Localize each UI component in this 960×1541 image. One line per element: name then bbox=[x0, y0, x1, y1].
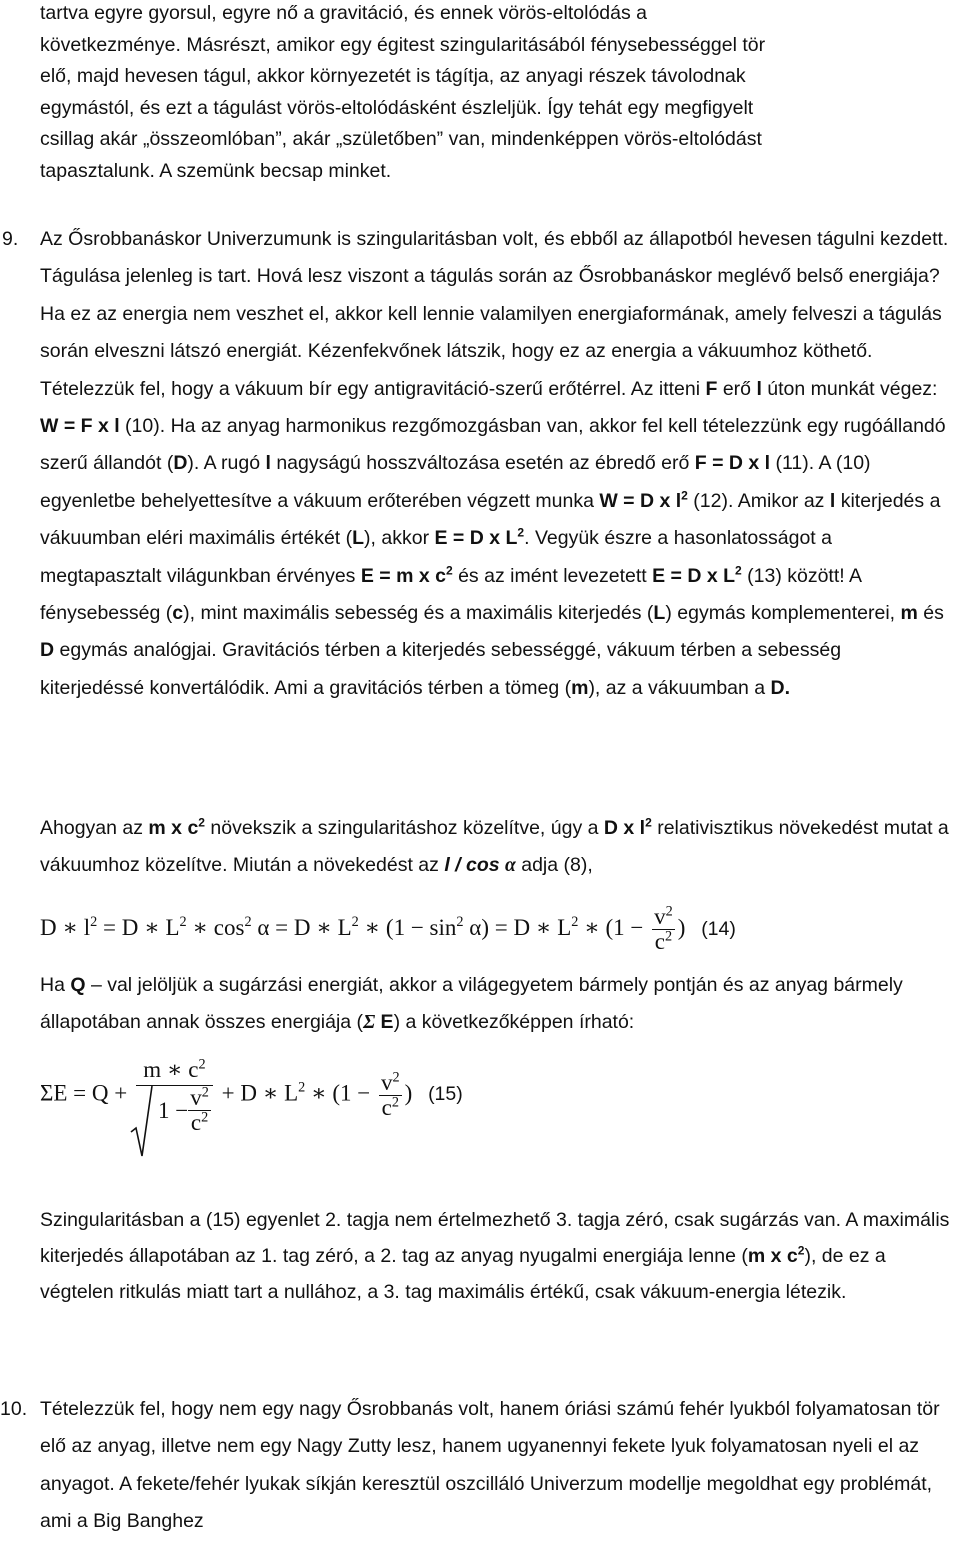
text-line: elő, majd hevesen tágul, akkor környezetét is tágítja, az anyagi részek távolodnak bbox=[40, 65, 746, 87]
paragraph-top bbox=[40, 0, 950, 187]
paragraph-ahogyan: Ahogyan az m x $c^2$ növekszik a szingularitáshoz közelítve, úgy a D x $l^2$ relativisztikus növekedést mutat a vákuumhoz közelítve. Miután a növekedést az l / cos α adja (8), bbox=[40, 815, 949, 877]
text-line: egymástól, és ezt a tágulást vörös-eltolódásként észleljük. Így tehát egy megfigyelt bbox=[40, 96, 754, 119]
equation-e-mc: E = m x $c^2$ bbox=[360, 563, 453, 587]
text-line: következménye. Másrészt, amikor egy égitest szingularitásából fénysebességgel tör bbox=[40, 33, 766, 56]
equation-12: W = D x $l^2$ bbox=[599, 488, 688, 512]
sqrt-sign bbox=[130, 1086, 154, 1158]
fraction-v2-c2: $\frac{v^2}{c^2}$ bbox=[654, 903, 673, 954]
equation-13: E = D x $L^2$ bbox=[652, 563, 742, 587]
text-line: csillag akár „összeomlóban”, akár „születőben” van, mindenképpen vörös-eltolódást bbox=[40, 128, 762, 150]
equation-15: ΣE = Q + m ∗ $c^2$ 1 − $\frac{v^2}{c^2}$ + D ∗ $L^2$ ∗ (1 − $\frac{v^2}{c^2}$ ) (15) bbox=[40, 1055, 463, 1135]
paragraph-ha-q: Ha Q – val jelöljük a sugárzási energiát, akkor a világegyetem bármely pontján és az anyag bármely állapotában annak összes energiája (Σ E) a következőképpen írható: bbox=[40, 974, 903, 1034]
equation-number: (15) bbox=[428, 1083, 463, 1106]
equation-10: W = F x l bbox=[40, 415, 120, 438]
item-number-10: 10. bbox=[0, 1398, 28, 1420]
fraction-mc2-sqrt: m ∗ $c^2$ 1 − $\frac{v^2}{c^2}$ bbox=[136, 1055, 213, 1135]
paragraph-item-10: Tételezzük fel, hogy nem egy nagy Ősrobbanás volt, hanem óriási számú fehér lyukból folyamatosan tör elő az anyag, illetve nem egy Nagy Zutty lesz, hanem ugyanennyi fekete lyuk folyamatosan nyeli el az anyagot. A fekete/fehér lyukak síkján keresztül oszcilláló Univerzum modellje megoldhat egy problémát, ami a Big Banghez bbox=[40, 1398, 940, 1533]
text-line: tartva egyre gyorsul, egyre nő a gravitáció, és ennek vörös-eltolódás a bbox=[40, 2, 647, 24]
text-line: tapasztalunk. A szemünk becsap minket. bbox=[40, 159, 392, 182]
paragraph-item-9: Az Ősrobbanáskor Univerzumunk is szingularitásban volt, és ebből az állapotból hevesen tágulni kezdett. Tágulása jelenleg is tart. Hová lesz viszont a tágulás során az Ősrobbanáskor meglévő belső energiája? Ha ez az energia nem veszhet el, akkor kell lennie valamilyen energiaformának, amely felveszi a tágulás során elveszni látszó energiát. Kézenfekvőnek látszik, hogy ez az energia a vákuumhoz köthető. Tételezzük fel, hogy a vákuum bír egy antigravitáció-szerű erőtérrel. Az itteni F erő l úton munkát végez: W = F x l (10). Ha az anyag harmonikus rezgőmozgásban van, akkor fel kell tételezzünk egy rugóállandó szerű állandót (D). A rugó l nagyságú hosszváltozása esetén az ébredő erő F = D x l (11). A (10) egyenletbe behelyettesítve a vákuum erőterében végzett munka W = D x $l^2$ (12). Amikor az l kiterjedés a vákuumban eléri maximális értékét (L), akkor E = D x $L^2$. Vegyük észre a hasonlatosságot a megtapasztalt világunkban érvényes E = m x $c^2$ és az imént levezetett E = D x $L^2$ (13) között! A fénysebesség (c), mint maximális sebesség és a maximális kiterjedés (L) egymás komplementerei, m és D egymás analógjai. Gravitációs térben a kiterjedés sebességgé, vákuum térben a sebesség kiterjedéssé konvertálódik. Ami a gravitációs térben a tömeg (m), az a vákuumban a D. bbox=[40, 228, 949, 699]
fraction-v2-c2: $\frac{v^2}{c^2}$ bbox=[381, 1068, 400, 1120]
equation-number: (14) bbox=[701, 917, 736, 940]
paragraph-szingularitasban: Szingularitásban a (15) egyenlet 2. tagja nem értelmezhető 3. tagja zéró, csak sugárzás van. A maximális kiterjedés állapotában az 1. tag zéró, a 2. tag az anyag nyugalmi energiája lenne (m x $c^2$), de ez a végtelen ritkulás miatt tart a nullához, a 3. tag maximális értékű, csak vákuum-energia létezik. bbox=[40, 1209, 950, 1303]
equation-14: D ∗ $l^2 = D$ ∗ $L^2$ ∗ $\cos^2 \alpha = D$ ∗ $L^2$ ∗ $(1 - \sin^2 \alpha) = D$ ∗ $L^2$ ∗ (1 − $\frac{v^2}{c^2}$ ) (14) bbox=[40, 903, 736, 954]
equation-11: F = D x l bbox=[694, 452, 771, 475]
equation-e-dl: E = D x $L^2$ bbox=[434, 525, 525, 550]
item-number-9: 9. bbox=[2, 228, 19, 250]
